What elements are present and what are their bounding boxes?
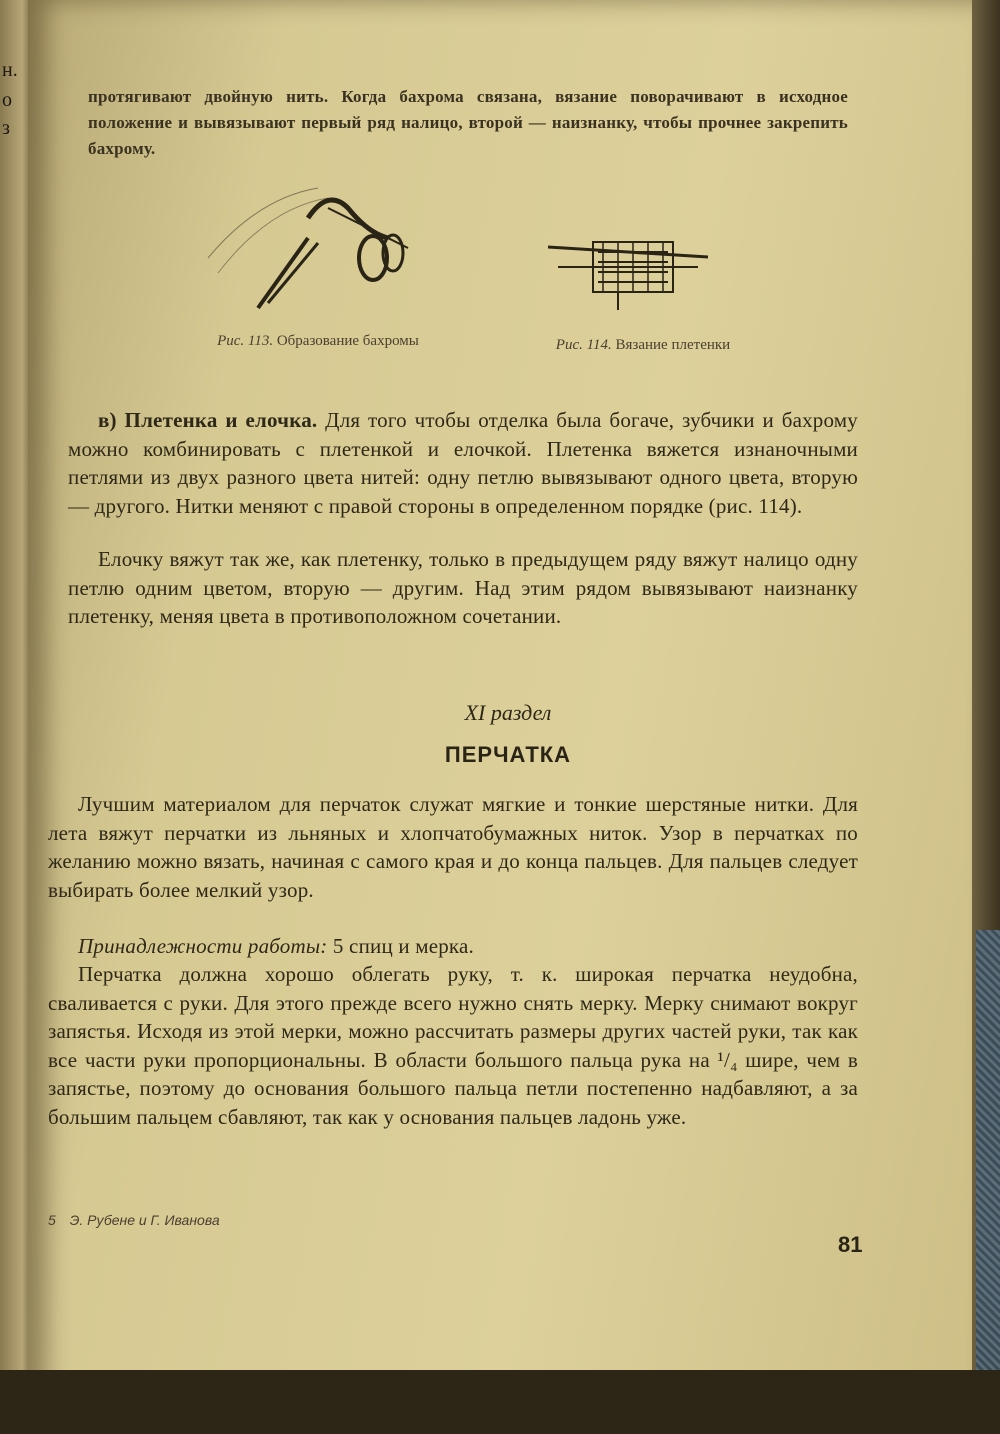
section-title: ПЕРЧАТКА: [444, 742, 572, 767]
body-paragraph-3: Перчатка должна хорошо облегать руку, т. к. широкая перчатка неудобна, сваливается с руки. Для этого прежде всего нужно снять мерку. Мерку снимают вокруг запястья. Исходя из этой мерки, можно рассчитать размеры других частей руки, так как все части руки пропорциональны. В области большого пальца рука на ¹/₄ шире, чем в запястье, поэтому до основания большого пальца петли постепенно надбавляют, а за большим пальцем сбавляют, так как у основания пальцев ладонь уже.: [48, 962, 858, 1129]
page-number: 81: [838, 1232, 863, 1257]
subsection-paragraph: [68, 406, 858, 520]
top-paragraph: протягивают двойную нить. Когда бахрома связана, вязание поворачивают в исходное положение и вывязывают первый ряд налицо, второй — наизнанку, чтобы прочнее закрепить бахрому.: [88, 87, 848, 158]
figure-113-number: Рис. 113.: [217, 333, 274, 349]
body-paragraph-2: [48, 932, 858, 961]
left-edge-fragment: о: [2, 89, 12, 111]
subsection-text: Для того чтобы отделка была богаче, зубчики и бахрому можно комбинировать с плетенкой и елочкой. Плетенка вяжется изнаночными петлями из двух разного цвета нитей: одну петлю вывязывают одного цвета, вторую — другого. Нитки меняют с правой стороны в определенном порядке (рис. 114).: [68, 408, 859, 518]
knitting-fringe-illustration: [198, 178, 418, 318]
left-edge-fragment: з: [2, 117, 10, 139]
tools-label: Принадлежности работы:: [78, 934, 328, 958]
footer-marker: 5: [48, 1212, 56, 1228]
figure-113-caption: [208, 330, 428, 352]
footer-authors: [48, 1212, 220, 1228]
figure-114-text: Вязание плетенки: [615, 337, 731, 353]
book-page: [28, 0, 974, 1400]
section-label: XI раздел: [464, 700, 552, 725]
subsection-paragraph-2: Елочку вяжут так же, как плетенку, только в предыдущем ряду вяжут налицо одну петлю одним цветом, вторую — другим. Над этим рядом вывязывают наизнанку плетенку, меняя цвета в противоположном сочетании.: [68, 547, 858, 628]
fringe-svg: [198, 178, 418, 318]
body-paragraph-1: Лучшим материалом для перчаток служат мягкие и тонкие шерстяные нитки. Для лета вяжут перчатки из льняных и хлопчатобумажных ниток. Узор в перчатках по желанию можно вязать, начиная с самого края и до конца пальцев. Для пальцев следует выбирать более мелкий узор.: [48, 792, 858, 902]
background-cloth: [976, 930, 1000, 1434]
knitting-braid-illustration: [548, 222, 708, 312]
subsection-lead: в) Плетенка и елочка.: [98, 408, 318, 432]
braid-svg: [548, 222, 708, 312]
figure-113-text: Образование бахромы: [276, 333, 419, 349]
figure-114-number: Рис. 114.: [555, 337, 612, 353]
figure-114-caption: [548, 334, 738, 356]
authors-text: Э. Рубене и Г. Иванова: [69, 1212, 220, 1228]
left-edge-fragment: н.: [2, 59, 18, 81]
bottom-shadow: [0, 1370, 1000, 1434]
tools-text: 5 спиц и мерка.: [327, 934, 474, 958]
